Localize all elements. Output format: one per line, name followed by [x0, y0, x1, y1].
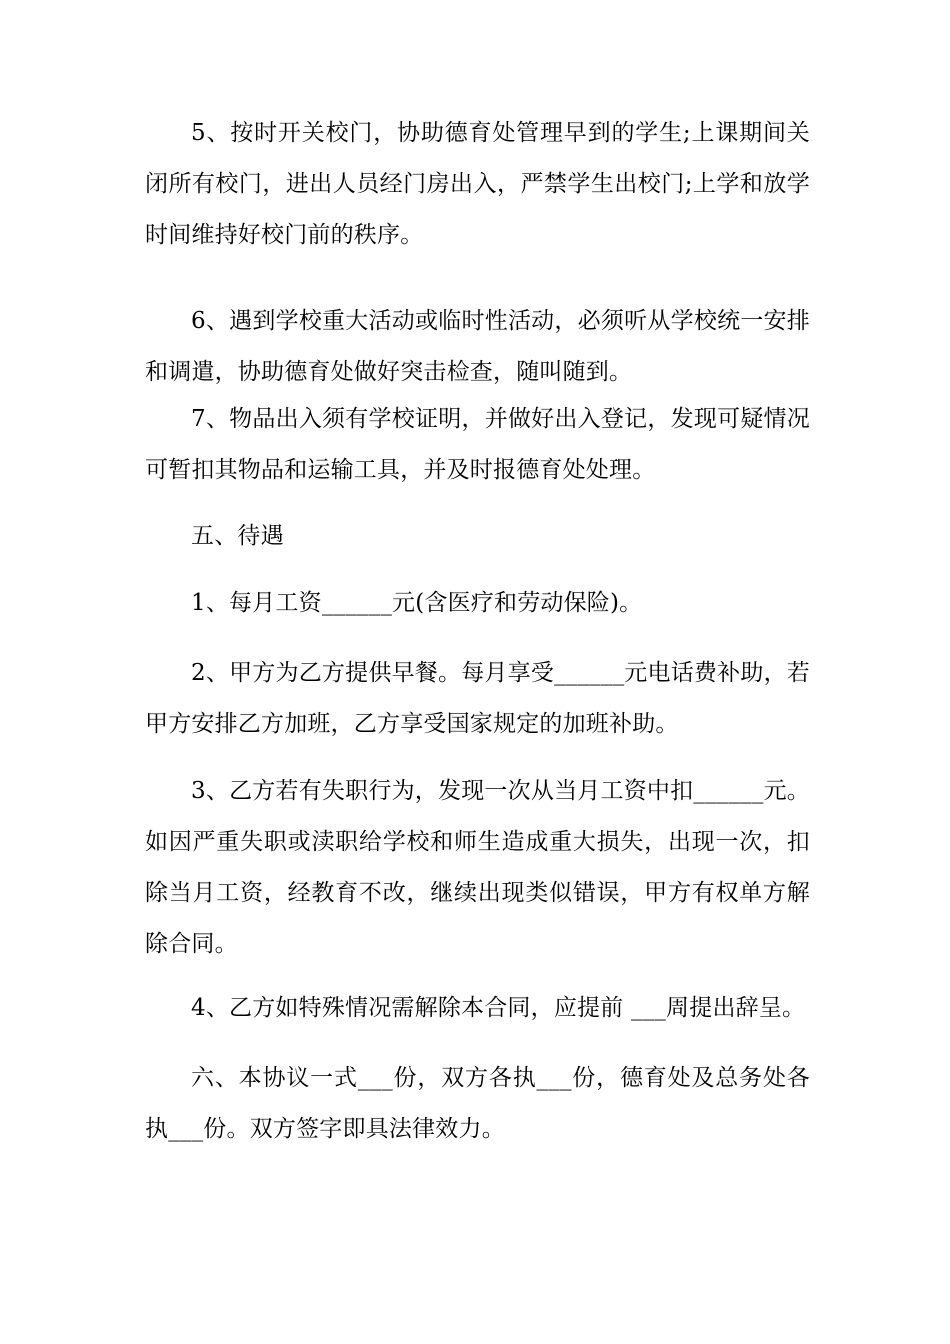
- section-6-copies: 六、本协议一式___份，双方各执___份，德育处及总务处各执___份。双方签字即具法律效力。: [145, 1065, 810, 1142]
- benefit-2-breakfast-phone: 2、甲方为乙方提供早餐。每月享受______元电话费补助，若甲方安排乙方加班，乙方享受国家规定的加班补助。: [145, 660, 810, 737]
- clause-5-gate-duties: 5、按时开关校门，协助德育处管理早到的学生;上课期间关闭所有校门，进出人员经门房出入，严禁学生出校门;上学和放学时间维持好校门前的秩序。: [145, 120, 810, 248]
- benefit-4-resignation: 4、乙方如特殊情况需解除本合同，应提前 ___周提出辞呈。: [191, 995, 806, 1021]
- clause-6-activities: 6、遇到学校重大活动或临时性活动，必须听从学校统一安排和调遣，协助德育处做好突击检查，随叫随到。: [145, 308, 810, 385]
- section-heading-treatment: 五、待遇: [191, 523, 284, 549]
- clause-7-goods-registration: 7、物品出入须有学校证明，并做好出入登记，发现可疑情况可暂扣其物品和运输工具，并及时报德育处处理。: [145, 406, 810, 483]
- benefit-1-monthly-salary: 1、每月工资______元(含医疗和劳动保险)。: [191, 590, 643, 616]
- benefit-3-penalties: 3、乙方若有失职行为，发现一次从当月工资中扣______元。如因严重失职或渎职给学校和师生造成重大损失，出现一次，扣除当月工资，经教育不改，继续出现类似错误，甲方有权单方解除合同。: [145, 778, 810, 957]
